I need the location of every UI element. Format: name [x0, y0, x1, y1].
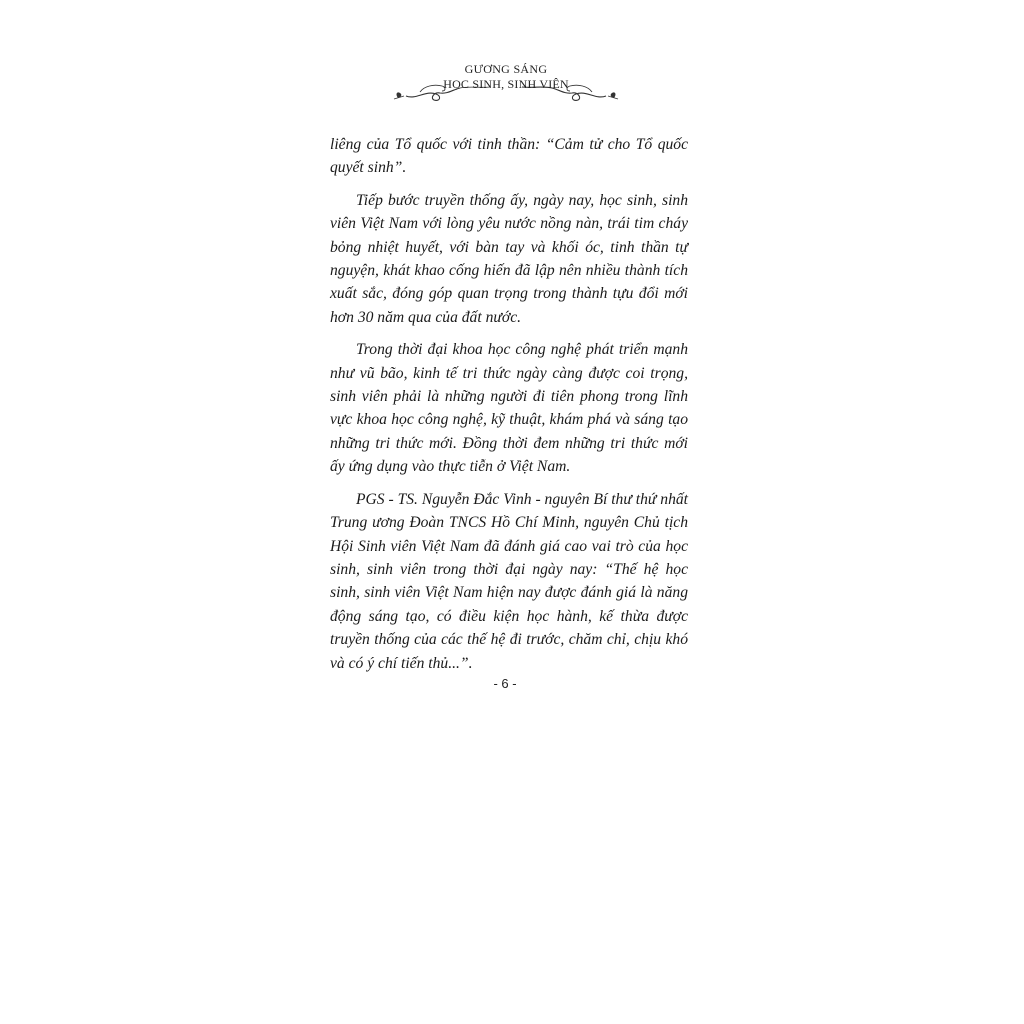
page-number: - 6 -: [493, 676, 517, 691]
body-text: [330, 133, 688, 684]
paragraph: liêng của Tổ quốc với tinh thần: “Cảm tử cho Tổ quốc quyết sinh”.: [330, 136, 688, 177]
running-header: [390, 62, 622, 106]
header-subtitle: HỌC SINH, SINH VIÊN: [443, 77, 569, 91]
paragraph: PGS - TS. Nguyễn Đắc Vinh - nguyên Bí thư thứ nhất Trung ương Đoàn TNCS Hồ Chí Minh, nguyên Chủ tịch Hội Sinh viên Việt Nam đã đánh giá cao vai trò của học sinh, sinh viên trong thời đại ngày nay: “Thế hệ học sinh, sinh viên Việt Nam hiện nay được đánh giá là năng động sáng tạo, có điều kiện học hành, kế thừa được truyền thống của các thế hệ đi trước, chăm chỉ, chịu khó và có ý chí tiến thủ...”.: [330, 490, 689, 672]
paragraph: Trong thời đại khoa học công nghệ phát triển mạnh như vũ bão, kinh tế tri thức ngày càng được coi trọng, sinh viên phải là những người đi tiên phong trong lĩnh vực khoa học công nghệ, kỹ thuật, khám phá và sáng tạo những tri thức mới. Đồng thời đem những tri thức mới ấy ứng dụng vào thực tiễn ở Việt Nam.: [330, 341, 688, 476]
header-title: GƯƠNG SÁNG: [464, 62, 548, 76]
paragraph: Tiếp bước truyền thống ấy, ngày nay, học sinh, sinh viên Việt Nam với lòng yêu nước nồng nàn, trái tim cháy bỏng nhiệt huyết, với bàn tay và khối óc, tinh thần tự nguyện, khát khao cống hiến đã lập nên nhiều thành tích xuất sắc, đóng góp quan trọng trong thành tựu đổi mới hơn 30 năm qua của đất nước.: [330, 191, 688, 326]
